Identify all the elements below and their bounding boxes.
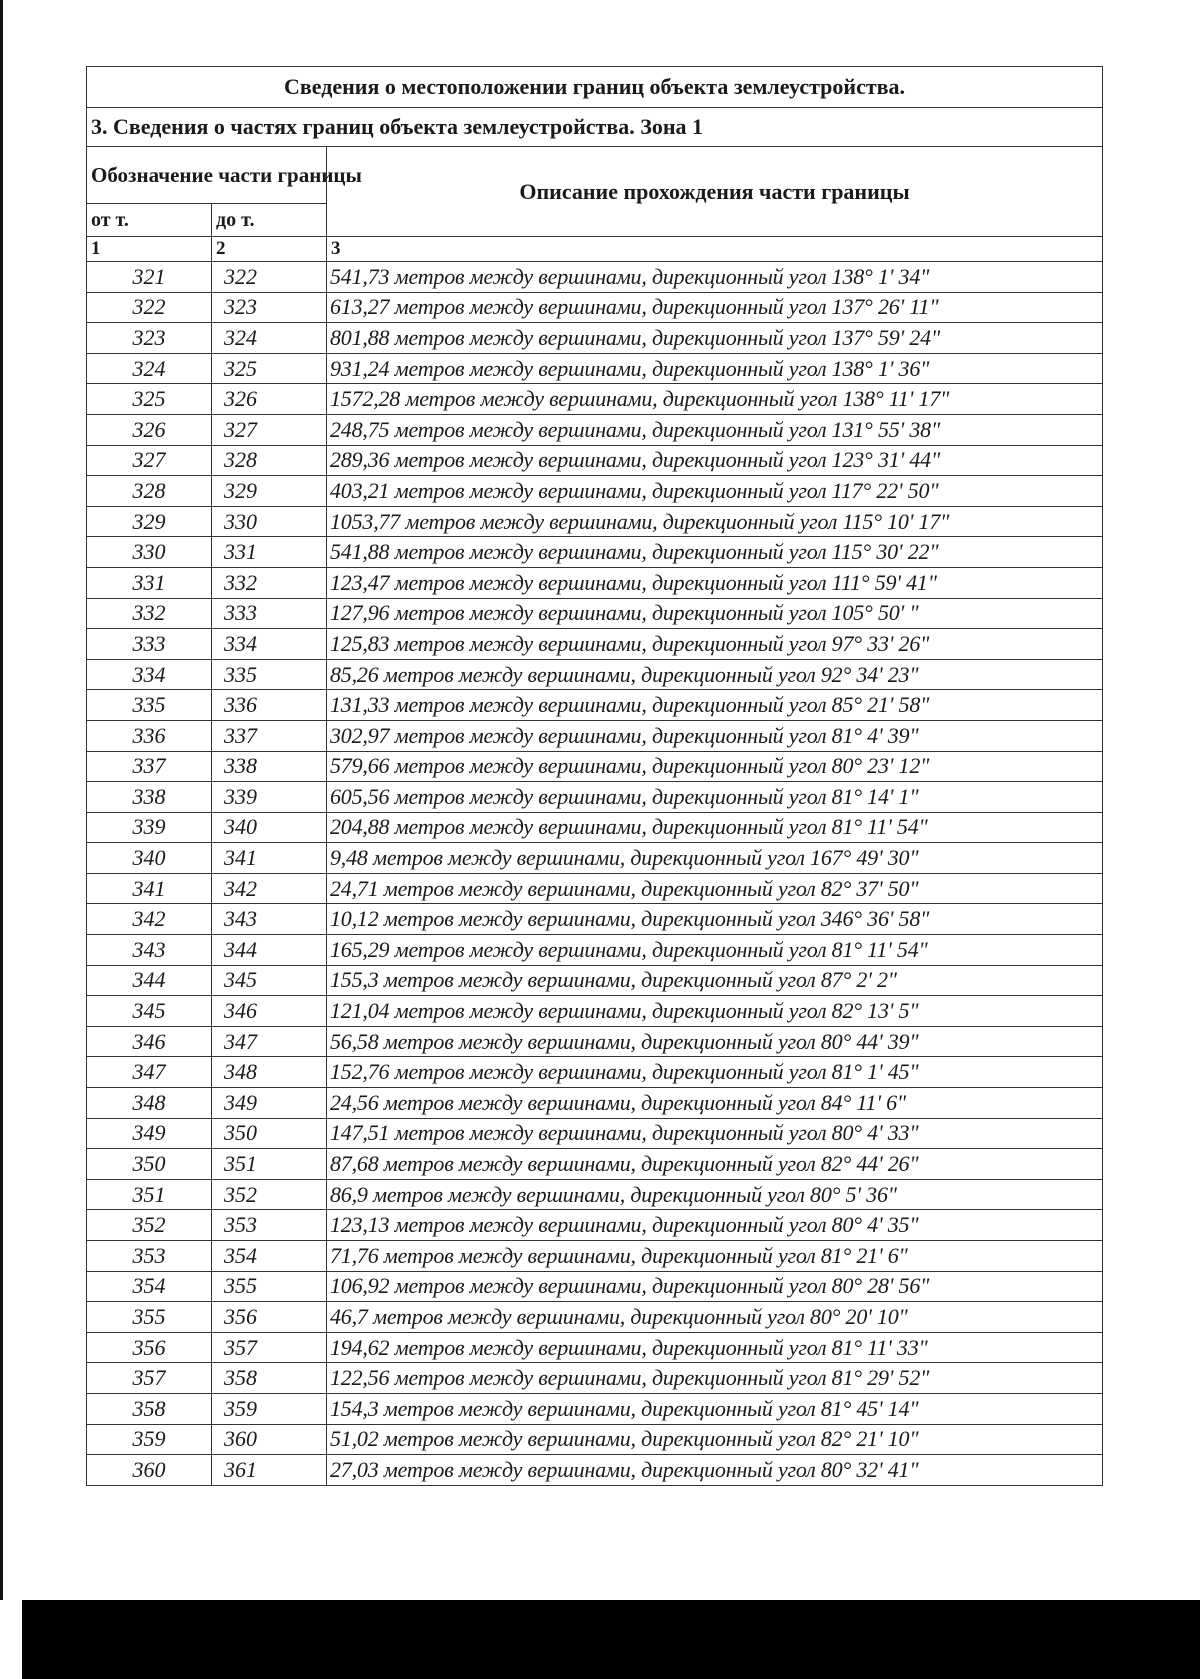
description-cell: 127,96 метров между вершинами, дирекционный угол 105° 50' " xyxy=(327,598,1103,629)
from-point-cell: 330 xyxy=(87,537,212,568)
from-point-cell: 322 xyxy=(87,292,212,323)
table-row xyxy=(87,567,1103,598)
table-row xyxy=(87,1302,1103,1333)
column-number-1: 1 xyxy=(87,237,212,262)
description-cell: 106,92 метров между вершинами, дирекционный угол 80° 28' 56" xyxy=(327,1271,1103,1302)
to-point-cell: 359 xyxy=(212,1393,327,1424)
to-point-cell: 330 xyxy=(212,506,327,537)
to-point-cell: 327 xyxy=(212,414,327,445)
from-point-cell: 359 xyxy=(87,1424,212,1455)
to-point-cell: 328 xyxy=(212,445,327,476)
description-cell: 122,56 метров между вершинами, дирекционный угол 81° 29' 52" xyxy=(327,1363,1103,1394)
table-row xyxy=(87,1424,1103,1455)
to-point-cell: 340 xyxy=(212,812,327,843)
table-row xyxy=(87,996,1103,1027)
description-cell: 121,04 метров между вершинами, дирекционный угол 82° 13' 5" xyxy=(327,996,1103,1027)
description-cell: 154,3 метров между вершинами, дирекционный угол 81° 45' 14" xyxy=(327,1393,1103,1424)
from-point-cell: 332 xyxy=(87,598,212,629)
from-point-cell: 323 xyxy=(87,323,212,354)
description-cell: 204,88 метров между вершинами, дирекционный угол 81° 11' 54" xyxy=(327,812,1103,843)
table-row xyxy=(87,965,1103,996)
description-cell: 152,76 метров между вершинами, дирекционный угол 81° 1' 45" xyxy=(327,1057,1103,1088)
table-row xyxy=(87,292,1103,323)
from-point-cell: 354 xyxy=(87,1271,212,1302)
to-point-cell: 352 xyxy=(212,1179,327,1210)
from-point-cell: 343 xyxy=(87,935,212,966)
from-point-cell: 355 xyxy=(87,1302,212,1333)
table-row xyxy=(87,506,1103,537)
from-point-cell: 333 xyxy=(87,629,212,660)
to-point-cell: 356 xyxy=(212,1302,327,1333)
from-point-cell: 334 xyxy=(87,659,212,690)
to-point-cell: 342 xyxy=(212,873,327,904)
part-designation-header: Обозначение части границы xyxy=(87,147,327,204)
from-point-cell: 345 xyxy=(87,996,212,1027)
table-row xyxy=(87,629,1103,660)
to-point-cell: 345 xyxy=(212,965,327,996)
description-cell: 24,71 метров между вершинами, дирекционный угол 82° 37' 50" xyxy=(327,873,1103,904)
from-point-cell: 352 xyxy=(87,1210,212,1241)
from-point-cell: 341 xyxy=(87,873,212,904)
table-row xyxy=(87,1210,1103,1241)
description-cell: 123,47 метров между вершинами, дирекционный угол 111° 59' 41" xyxy=(327,567,1103,598)
to-point-cell: 361 xyxy=(212,1455,327,1486)
to-point-cell: 339 xyxy=(212,782,327,813)
column-number-row xyxy=(87,237,1103,262)
to-point-cell: 335 xyxy=(212,659,327,690)
table-row xyxy=(87,1057,1103,1088)
title-row xyxy=(87,67,1103,108)
to-point-cell: 334 xyxy=(212,629,327,660)
from-point-cell: 336 xyxy=(87,720,212,751)
from-point-cell: 321 xyxy=(87,262,212,293)
from-point-cell: 356 xyxy=(87,1332,212,1363)
description-cell: 605,56 метров между вершинами, дирекционный угол 81° 14' 1" xyxy=(327,782,1103,813)
description-cell: 56,58 метров между вершинами, дирекционный угол 80° 44' 39" xyxy=(327,1026,1103,1057)
to-point-cell: 354 xyxy=(212,1241,327,1272)
from-point-cell: 337 xyxy=(87,751,212,782)
description-cell: 24,56 метров между вершинами, дирекционный угол 84° 11' 6" xyxy=(327,1088,1103,1119)
to-point-cell: 336 xyxy=(212,690,327,721)
to-point-cell: 344 xyxy=(212,935,327,966)
table-row xyxy=(87,476,1103,507)
boundary-table-body xyxy=(87,67,1103,1486)
description-cell: 125,83 метров между вершинами, дирекционный угол 97° 33' 26" xyxy=(327,629,1103,660)
scan-bottom-bar xyxy=(22,1600,1200,1679)
to-point-cell: 343 xyxy=(212,904,327,935)
column-number-2: 2 xyxy=(212,237,327,262)
from-point-cell: 358 xyxy=(87,1393,212,1424)
description-cell: 302,97 метров между вершинами, дирекционный угол 81° 4' 39" xyxy=(327,720,1103,751)
description-cell: 541,73 метров между вершинами, дирекционный угол 138° 1' 34" xyxy=(327,262,1103,293)
table-row xyxy=(87,659,1103,690)
table-row xyxy=(87,751,1103,782)
description-cell: 289,36 метров между вершинами, дирекционный угол 123° 31' 44" xyxy=(327,445,1103,476)
from-point-cell: 326 xyxy=(87,414,212,445)
to-point-cell: 346 xyxy=(212,996,327,1027)
description-cell: 46,7 метров между вершинами, дирекционный угол 80° 20' 10" xyxy=(327,1302,1103,1333)
table-row xyxy=(87,537,1103,568)
table-row xyxy=(87,353,1103,384)
description-cell: 131,33 метров между вершинами, дирекционный угол 85° 21' 58" xyxy=(327,690,1103,721)
table-row xyxy=(87,1332,1103,1363)
description-header: Описание прохождения части границы xyxy=(327,147,1103,237)
to-point-cell: 358 xyxy=(212,1363,327,1394)
description-cell: 51,02 метров между вершинами, дирекционный угол 82° 21' 10" xyxy=(327,1424,1103,1455)
from-point-cell: 331 xyxy=(87,567,212,598)
table-row xyxy=(87,1149,1103,1180)
from-point-cell: 339 xyxy=(87,812,212,843)
from-point-cell: 346 xyxy=(87,1026,212,1057)
from-point-cell: 357 xyxy=(87,1363,212,1394)
description-cell: 931,24 метров между вершинами, дирекционный угол 138° 1' 36" xyxy=(327,353,1103,384)
table-row xyxy=(87,262,1103,293)
description-cell: 85,26 метров между вершинами, дирекционный угол 92° 34' 23" xyxy=(327,659,1103,690)
table-row xyxy=(87,1455,1103,1486)
from-point-cell: 340 xyxy=(87,843,212,874)
table-row xyxy=(87,1088,1103,1119)
to-point-cell: 357 xyxy=(212,1332,327,1363)
description-cell: 801,88 метров между вершинами, дирекционный угол 137° 59' 24" xyxy=(327,323,1103,354)
to-point-cell: 323 xyxy=(212,292,327,323)
description-cell: 71,76 метров между вершинами, дирекционный угол 81° 21' 6" xyxy=(327,1241,1103,1272)
table-row xyxy=(87,1241,1103,1272)
to-point-cell: 355 xyxy=(212,1271,327,1302)
to-point-cell: 325 xyxy=(212,353,327,384)
from-point-cell: 324 xyxy=(87,353,212,384)
description-cell: 579,66 метров между вершинами, дирекционный угол 80° 23' 12" xyxy=(327,751,1103,782)
scan-edge-line xyxy=(0,0,3,1600)
from-point-cell: 360 xyxy=(87,1455,212,1486)
from-point-cell: 327 xyxy=(87,445,212,476)
from-point-cell: 353 xyxy=(87,1241,212,1272)
table-row xyxy=(87,843,1103,874)
table-row xyxy=(87,1363,1103,1394)
to-point-cell: 337 xyxy=(212,720,327,751)
table-row xyxy=(87,323,1103,354)
to-point-cell: 324 xyxy=(212,323,327,354)
table-row xyxy=(87,1271,1103,1302)
table-row xyxy=(87,384,1103,415)
from-point-cell: 342 xyxy=(87,904,212,935)
to-point-cell: 329 xyxy=(212,476,327,507)
description-cell: 147,51 метров между вершинами, дирекционный угол 80° 4' 33" xyxy=(327,1118,1103,1149)
description-cell: 541,88 метров между вершинами, дирекционный угол 115° 30' 22" xyxy=(327,537,1103,568)
table-row xyxy=(87,598,1103,629)
header-row xyxy=(87,147,1103,204)
from-point-cell: 351 xyxy=(87,1179,212,1210)
description-cell: 613,27 метров между вершинами, дирекционный угол 137° 26' 11" xyxy=(327,292,1103,323)
description-cell: 403,21 метров между вершинами, дирекционный угол 117° 22' 50" xyxy=(327,476,1103,507)
from-point-cell: 344 xyxy=(87,965,212,996)
section-row xyxy=(87,108,1103,147)
from-point-cell: 347 xyxy=(87,1057,212,1088)
description-cell: 1053,77 метров между вершинами, дирекционный угол 115° 10' 17" xyxy=(327,506,1103,537)
from-point-header: от т. xyxy=(87,204,212,237)
table-row xyxy=(87,720,1103,751)
table-row xyxy=(87,1179,1103,1210)
table-row xyxy=(87,935,1103,966)
table-row xyxy=(87,414,1103,445)
to-point-header: до т. xyxy=(212,204,327,237)
boundary-table xyxy=(86,66,1103,1486)
description-cell: 155,3 метров между вершинами, дирекционный угол 87° 2' 2" xyxy=(327,965,1103,996)
description-cell: 9,48 метров между вершинами, дирекционный угол 167° 49' 30" xyxy=(327,843,1103,874)
description-cell: 123,13 метров между вершинами, дирекционный угол 80° 4' 35" xyxy=(327,1210,1103,1241)
to-point-cell: 322 xyxy=(212,262,327,293)
to-point-cell: 360 xyxy=(212,1424,327,1455)
table-row xyxy=(87,812,1103,843)
document-title: Сведения о местоположении границ объекта землеустройства. xyxy=(87,67,1103,108)
to-point-cell: 353 xyxy=(212,1210,327,1241)
to-point-cell: 331 xyxy=(212,537,327,568)
from-point-cell: 348 xyxy=(87,1088,212,1119)
to-point-cell: 332 xyxy=(212,567,327,598)
description-cell: 1572,28 метров между вершинами, дирекционный угол 138° 11' 17" xyxy=(327,384,1103,415)
description-cell: 194,62 метров между вершинами, дирекционный угол 81° 11' 33" xyxy=(327,1332,1103,1363)
to-point-cell: 350 xyxy=(212,1118,327,1149)
from-point-cell: 338 xyxy=(87,782,212,813)
table-row xyxy=(87,690,1103,721)
from-point-cell: 349 xyxy=(87,1118,212,1149)
from-point-cell: 325 xyxy=(87,384,212,415)
to-point-cell: 348 xyxy=(212,1057,327,1088)
to-point-cell: 341 xyxy=(212,843,327,874)
from-point-cell: 328 xyxy=(87,476,212,507)
table-row xyxy=(87,1393,1103,1424)
description-cell: 248,75 метров между вершинами, дирекционный угол 131° 55' 38" xyxy=(327,414,1103,445)
description-cell: 86,9 метров между вершинами, дирекционный угол 80° 5' 36" xyxy=(327,1179,1103,1210)
description-cell: 87,68 метров между вершинами, дирекционный угол 82° 44' 26" xyxy=(327,1149,1103,1180)
to-point-cell: 338 xyxy=(212,751,327,782)
table-row xyxy=(87,1026,1103,1057)
from-point-cell: 350 xyxy=(87,1149,212,1180)
to-point-cell: 333 xyxy=(212,598,327,629)
description-cell: 10,12 метров между вершинами, дирекционный угол 346° 36' 58" xyxy=(327,904,1103,935)
to-point-cell: 347 xyxy=(212,1026,327,1057)
table-row xyxy=(87,904,1103,935)
table-row xyxy=(87,873,1103,904)
to-point-cell: 326 xyxy=(212,384,327,415)
to-point-cell: 351 xyxy=(212,1149,327,1180)
table-row xyxy=(87,1118,1103,1149)
section-title: 3. Сведения о частях границ объекта землеустройства. Зона 1 xyxy=(87,108,1103,147)
column-number-3: 3 xyxy=(327,237,1103,262)
to-point-cell: 349 xyxy=(212,1088,327,1119)
table-row xyxy=(87,445,1103,476)
description-cell: 165,29 метров между вершинами, дирекционный угол 81° 11' 54" xyxy=(327,935,1103,966)
from-point-cell: 329 xyxy=(87,506,212,537)
description-cell: 27,03 метров между вершинами, дирекционный угол 80° 32' 41" xyxy=(327,1455,1103,1486)
from-point-cell: 335 xyxy=(87,690,212,721)
table-row xyxy=(87,782,1103,813)
